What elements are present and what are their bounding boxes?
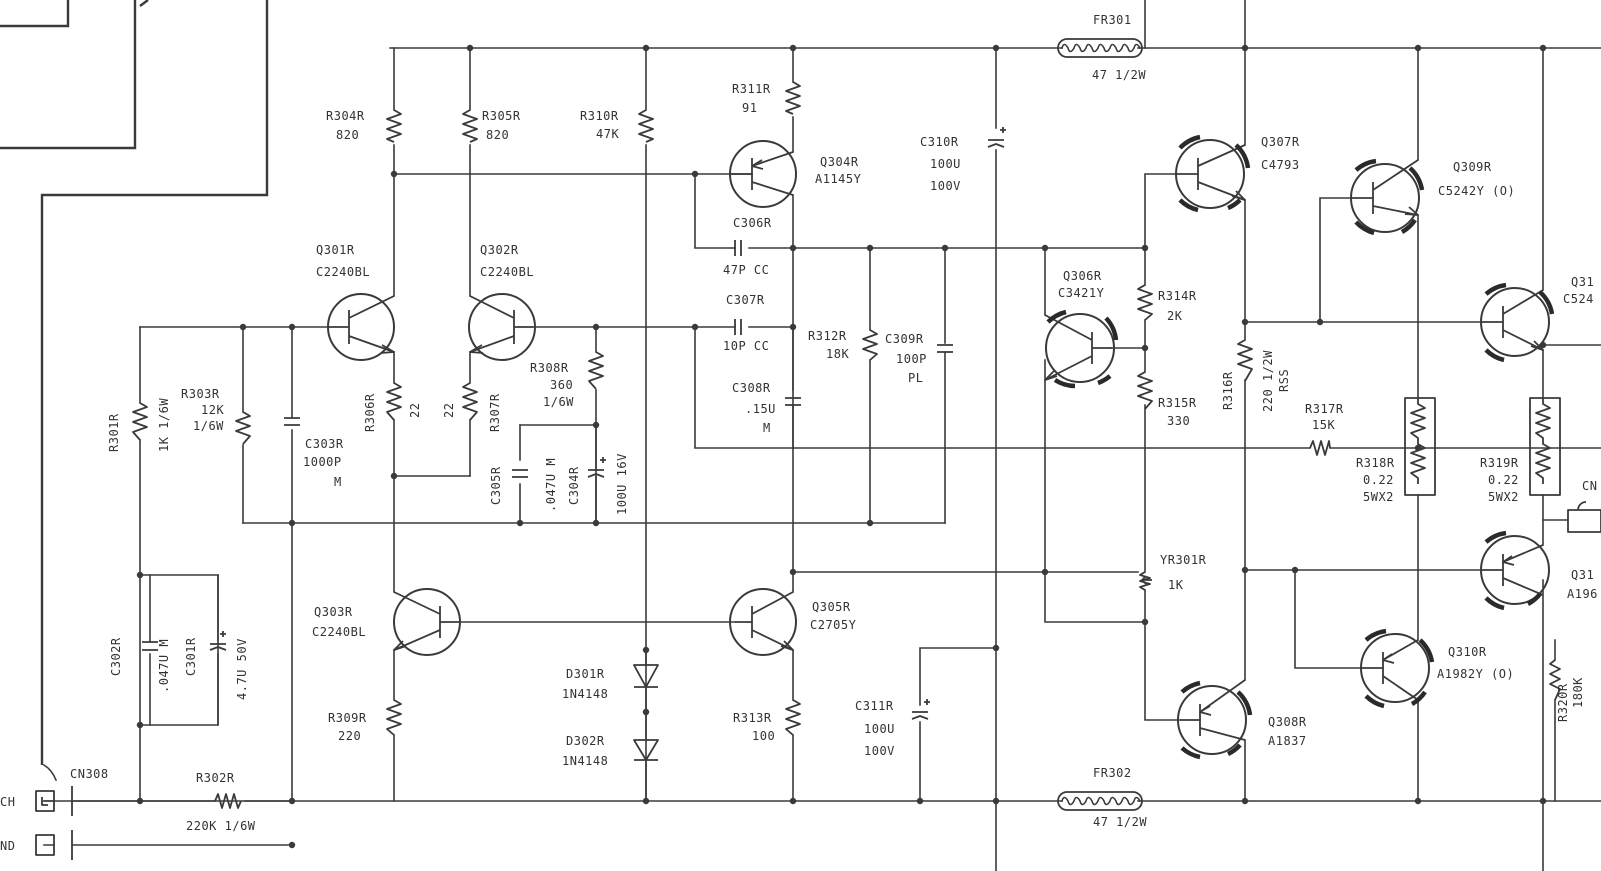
r311-resistor: [786, 82, 800, 114]
label-r316-value2: RSS: [1277, 368, 1291, 392]
label-c303-value2: M: [334, 475, 342, 489]
r303-resistor: [236, 412, 250, 444]
label-ch: CH: [0, 795, 16, 809]
label-d301: D301R: [566, 667, 605, 681]
label-q305: Q305R: [812, 600, 851, 614]
label-r302: R302R: [196, 771, 235, 785]
q31-lower-transistor: [1480, 533, 1549, 608]
label-cn: CN: [1582, 479, 1598, 493]
label-r303-value2: 1/6W: [193, 419, 224, 433]
label-r320-value: 180K: [1571, 677, 1585, 708]
r306-resistor: [387, 383, 401, 420]
label-c308: C308R: [732, 381, 771, 395]
label-r303-value1: 12K: [201, 403, 225, 417]
label-r301-value: 1K 1/6W: [157, 397, 171, 452]
label-r302-value: 220K 1/6W: [186, 819, 256, 833]
label-r316: R316R: [1221, 371, 1235, 410]
r310-resistor: [639, 110, 653, 142]
q304-transistor: [730, 141, 796, 207]
label-q302: Q302R: [480, 243, 519, 257]
label-q31-lower: Q31: [1571, 568, 1595, 582]
label-r317: R317R: [1305, 402, 1344, 416]
label-r310-value: 47K: [596, 127, 620, 141]
label-nd: ND: [0, 839, 16, 853]
label-q304: Q304R: [820, 155, 859, 169]
c307-capacitor: [735, 319, 741, 335]
label-r315-value: 330: [1167, 414, 1191, 428]
label-r304: R304R: [326, 109, 365, 123]
label-r310: R310R: [580, 109, 619, 123]
label-c306-value: 47P CC: [723, 263, 770, 277]
label-r312: R312R: [808, 329, 847, 343]
q310-transistor: [1360, 631, 1432, 706]
r304-resistor: [387, 110, 401, 142]
label-c303-value1: 1000P: [303, 455, 342, 469]
label-fr301: FR301: [1093, 13, 1132, 27]
connectors: [36, 502, 1601, 860]
label-r320: R320R: [1556, 683, 1570, 722]
q307-transistor: [1175, 137, 1248, 210]
label-q308-value: A1837: [1268, 734, 1307, 748]
r314-resistor: [1138, 285, 1152, 320]
r301-resistor: [133, 403, 147, 440]
label-q31-upper-value: C524: [1563, 292, 1594, 306]
fr302-fuse-resistor: [1058, 792, 1142, 810]
label-r308-value2: 1/6W: [543, 395, 574, 409]
capacitors: [142, 127, 1006, 719]
label-d301-value: 1N4148: [562, 687, 609, 701]
label-r318-value1: 0.22: [1363, 473, 1394, 487]
label-q31-lower-value: A196: [1567, 587, 1598, 601]
label-c305: C305R: [489, 466, 503, 505]
label-q304-value: A1145Y: [815, 172, 862, 186]
label-q310: Q310R: [1448, 645, 1487, 659]
label-r313: R313R: [733, 711, 772, 725]
label-c309-value2: PL: [908, 371, 924, 385]
c306-capacitor: [735, 240, 741, 256]
c309-capacitor: [937, 345, 953, 352]
label-r319-value1: 0.22: [1488, 473, 1519, 487]
label-c301: C301R: [184, 637, 198, 676]
label-fr302: FR302: [1093, 766, 1132, 780]
label-q301: Q301R: [316, 243, 355, 257]
label-c308-value1: .15U: [745, 402, 776, 416]
label-fr301-value: 47 1/2W: [1092, 68, 1147, 82]
c304-capacitor: [588, 425, 606, 523]
label-c305-value: .047U M: [544, 457, 558, 512]
r305-resistor: [463, 110, 477, 142]
fr301-fuse-resistor: [1058, 39, 1142, 57]
label-yr301-value: 1K: [1168, 578, 1184, 592]
label-c310-value2: 100V: [930, 179, 961, 193]
label-q31-upper: Q31: [1571, 275, 1595, 289]
label-c310-value1: 100U: [930, 157, 961, 171]
q306-transistor: [1045, 312, 1116, 386]
yr301-trimmer: [1140, 572, 1150, 590]
label-d302: D302R: [566, 734, 605, 748]
label-c309: C309R: [885, 332, 924, 346]
label-c303: C303R: [305, 437, 344, 451]
label-c307: C307R: [726, 293, 765, 307]
label-c308-value2: M: [763, 421, 771, 435]
c302-capacitor: [142, 642, 158, 650]
label-fr302-value: 47 1/2W: [1093, 815, 1148, 829]
label-r303: R303R: [181, 387, 220, 401]
r319-resistor-block: [1530, 398, 1560, 495]
label-r315: R315R: [1158, 396, 1197, 410]
label-c304: C304R: [567, 466, 581, 505]
label-q303-value: C2240BL: [312, 625, 367, 639]
label-r309-value: 220: [338, 729, 362, 743]
label-q306-value: C3421Y: [1058, 286, 1105, 300]
r312-resistor: [863, 330, 877, 360]
q31-upper-transistor: [1480, 285, 1552, 360]
label-q307: Q307R: [1261, 135, 1300, 149]
label-q310-value: A1982Y (O): [1437, 667, 1515, 681]
r317-resistor: [1310, 441, 1330, 455]
label-q307-value: C4793: [1261, 158, 1300, 172]
label-r311: R311R: [732, 82, 771, 96]
label-r318: R318R: [1356, 456, 1395, 470]
label-q305-value: C2705Y: [810, 618, 857, 632]
label-q308: Q308R: [1268, 715, 1307, 729]
q303-transistor: [394, 589, 460, 655]
label-r314-value: 2K: [1167, 309, 1183, 323]
q309-transistor: [1350, 160, 1422, 233]
label-r319-value2: 5WX2: [1488, 490, 1519, 504]
label-r307: R307R: [488, 393, 502, 432]
label-q301-value: C2240BL: [316, 265, 371, 279]
label-c301-value: 4.7U 50V: [235, 638, 249, 700]
label-r307-value: 22: [442, 402, 456, 418]
label-r301: R301R: [107, 413, 121, 452]
label-q309-value: C5242Y (O): [1438, 184, 1516, 198]
label-r313-value: 100: [752, 729, 776, 743]
label-d302-value: 1N4148: [562, 754, 609, 768]
r307-resistor: [463, 383, 477, 420]
board-boundary: [0, 0, 267, 765]
r315-resistor: [1138, 372, 1152, 409]
r313-resistor: [786, 700, 800, 735]
label-r319: R319R: [1480, 456, 1519, 470]
label-r306: R306R: [363, 393, 377, 432]
label-c307-value: 10P CC: [723, 339, 770, 353]
q302-transistor: [469, 294, 535, 360]
label-q302-value: C2240BL: [480, 265, 535, 279]
label-r305-value: 820: [486, 128, 510, 142]
q305-transistor: [730, 589, 796, 655]
label-c309-value1: 100P: [896, 352, 927, 366]
label-c302: C302R: [109, 637, 123, 676]
q308-transistor: [1178, 680, 1250, 757]
c305-capacitor: [512, 470, 528, 477]
label-q303: Q303R: [314, 605, 353, 619]
label-r304-value: 820: [336, 128, 360, 142]
label-r318-value2: 5WX2: [1363, 490, 1394, 504]
label-c310: C310R: [920, 135, 959, 149]
label-q306: Q306R: [1063, 269, 1102, 283]
label-r314: R314R: [1158, 289, 1197, 303]
r308-resistor: [589, 352, 603, 389]
label-r317-value: 15K: [1312, 418, 1336, 432]
label-r311-value: 91: [742, 101, 758, 115]
label-r316-value: 220 1/2W: [1261, 350, 1275, 412]
r309-resistor: [387, 700, 401, 735]
label-r308: R308R: [530, 361, 569, 375]
label-r312-value: 18K: [826, 347, 850, 361]
label-cn308: CN308: [70, 767, 109, 781]
label-c302-value: .047U M: [157, 638, 171, 693]
transistors: [327, 137, 1552, 757]
r316-resistor: [1238, 340, 1252, 381]
label-c311: C311R: [855, 699, 894, 713]
c311-capacitor: [912, 699, 930, 719]
q301-transistor: [327, 294, 394, 360]
label-c304-value: 100U 16V: [615, 453, 629, 515]
cn-connector: [1568, 510, 1601, 532]
c310-capacitor: [988, 127, 1006, 147]
c303-capacitor: [284, 418, 300, 425]
label-c311-value1: 100U: [864, 722, 895, 736]
label-c311-value2: 100V: [864, 744, 895, 758]
label-c306: C306R: [733, 216, 772, 230]
wiring: [44, 0, 1601, 871]
label-r306-value: 22: [408, 402, 422, 418]
label-yr301: YR301R: [1160, 553, 1207, 567]
label-r305: R305R: [482, 109, 521, 123]
label-r308-value1: 360: [550, 378, 574, 392]
label-r309: R309R: [328, 711, 367, 725]
label-q309: Q309R: [1453, 160, 1492, 174]
resistors: [133, 82, 1560, 808]
